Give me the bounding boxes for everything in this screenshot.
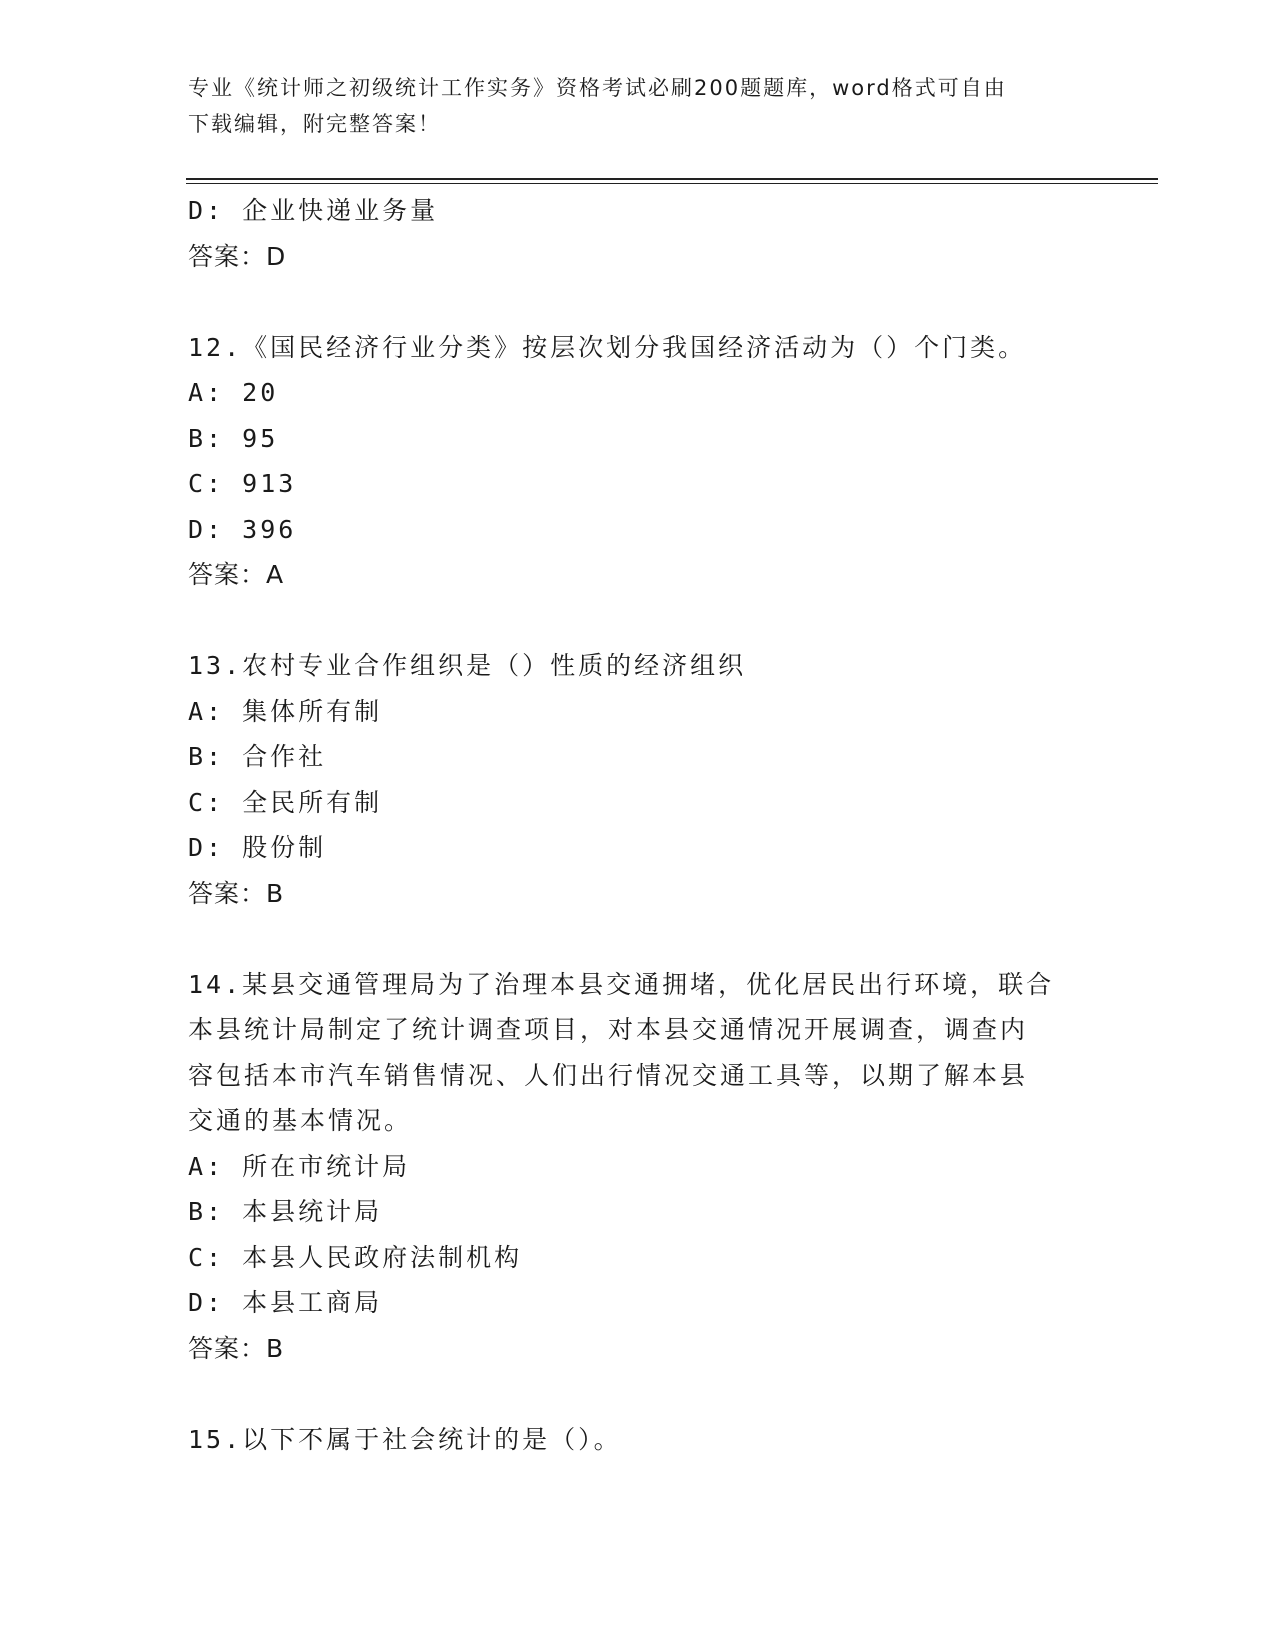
option-c: C: 本县人民政府法制机构 [188, 1242, 523, 1272]
option-d: D: 本县工商局 [188, 1288, 383, 1317]
question-stem-line-2: 本县统计局制定了统计调查项目，对本县交通情况开展调查，调查内 [188, 1015, 1029, 1044]
answer: 答案：B [188, 1333, 285, 1363]
question-13 [188, 643, 1088, 916]
question-14 [188, 962, 1088, 1372]
option-b: B: 本县统计局 [188, 1197, 383, 1226]
header-divider [186, 178, 1158, 184]
header-line-1: 专业《统计师之初级统计工作实务》资格考试必刷200题题库，word格式可自由 [188, 76, 1007, 100]
option-d: D: 股份制 [188, 833, 327, 862]
question-stem-line-1: 14.某县交通管理局为了治理本县交通拥堵，优化居民出行环境，联合 [188, 969, 1055, 999]
spacer [188, 598, 1088, 644]
question-stem: 15.以下不属于社会统计的是（）。 [188, 1424, 622, 1454]
question-stem-line-3: 容包括本市汽车销售情况、人们出行情况交通工具等，以期了解本县 [188, 1060, 1029, 1090]
option-b: B: 95 [188, 423, 279, 453]
question-12 [188, 325, 1088, 598]
question-11 [188, 188, 1088, 279]
option-c: C: 全民所有制 [188, 787, 383, 817]
option-a: A: 20 [188, 378, 279, 407]
document-header [188, 70, 1088, 142]
question-stem: 12.《国民经济行业分类》按层次划分我国经济活动为（）个门类。 [188, 332, 1027, 362]
answer: 答案：D [188, 241, 287, 271]
question-15 [188, 1417, 1088, 1463]
option-a: A: 集体所有制 [188, 696, 383, 726]
spacer [188, 916, 1088, 962]
option-a: A: 所在市统计局 [188, 1151, 411, 1181]
question-list [188, 188, 1088, 1462]
header-line-2: 下载编辑，附完整答案！ [188, 112, 441, 136]
option-b: B: 合作社 [188, 742, 327, 771]
spacer [188, 1371, 1088, 1417]
option-d: D: 396 [188, 514, 297, 544]
question-stem: 13.农村专业合作组织是（）性质的经济组织 [188, 651, 747, 680]
answer: 答案：B [188, 878, 285, 908]
answer: 答案：A [188, 560, 285, 589]
option-c: C: 913 [188, 469, 297, 498]
question-stem-line-4: 交通的基本情况。 [188, 1106, 413, 1135]
option-d: D: 企业快递业务量 [188, 196, 439, 225]
spacer [188, 279, 1088, 325]
